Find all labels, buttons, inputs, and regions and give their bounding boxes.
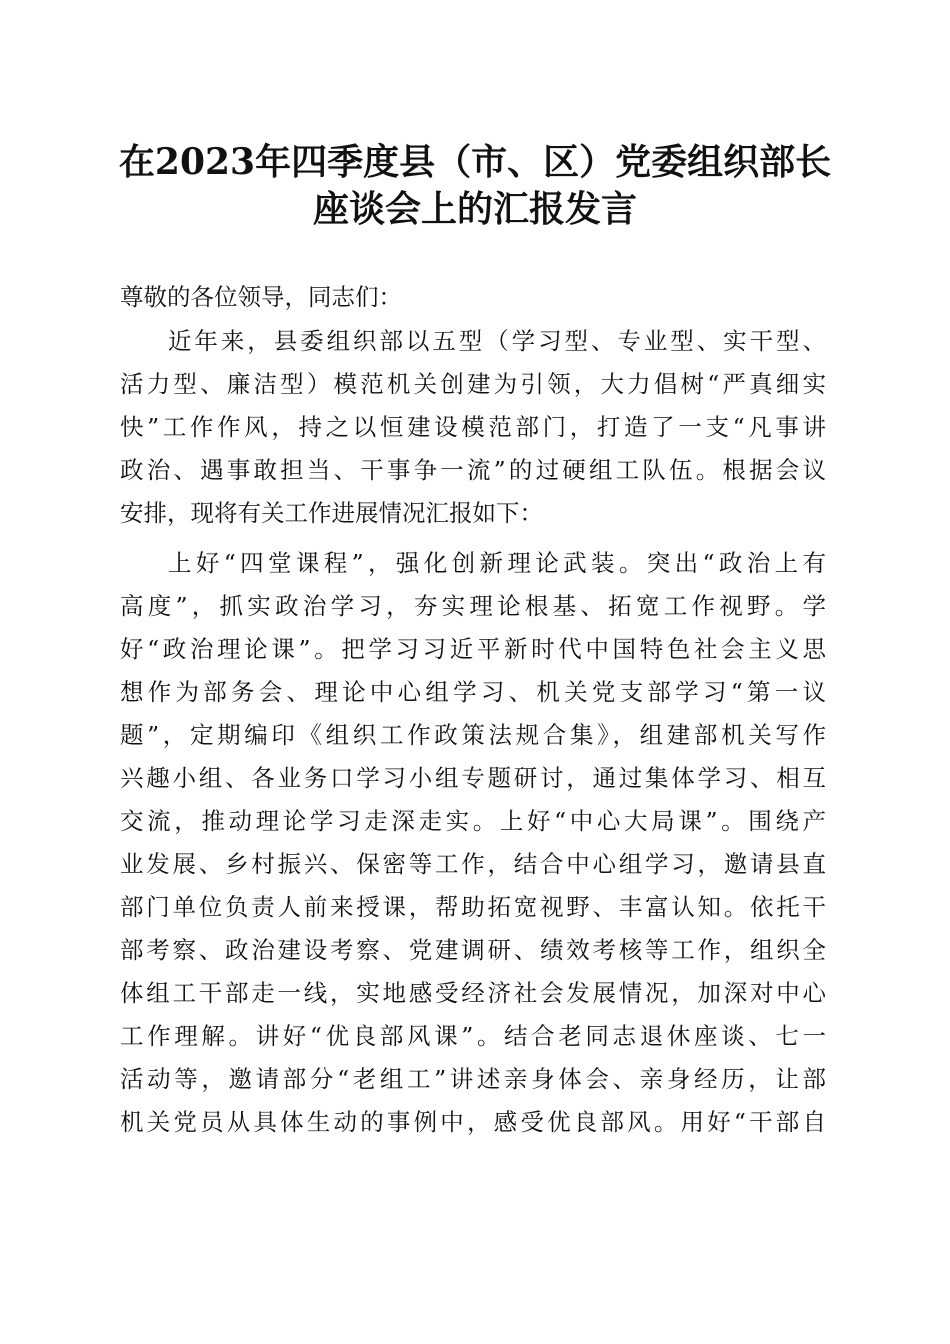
paragraph-1-line: 活力型、廉洁型）模范机关创建为引领，大力倡树“严真细实: [120, 370, 826, 398]
paragraph-2-line: 交流，推动理论学习走深走实。上好“中心大局课”。围绕产: [120, 807, 826, 835]
paragraph-2-line: 部考察、政治建设考察、党建调研、绩效考核等工作，组织全: [120, 936, 826, 964]
paragraph-1-line: 近年来，县委组织部以五型（学习型、专业型、实干型、: [168, 327, 826, 355]
paragraph-2-line: 机关党员从具体生动的事例中，感受优良部风。用好“干部自: [120, 1108, 826, 1136]
salutation: 尊敬的各位领导，同志们：: [120, 283, 402, 311]
paragraph-2-line: 体组工干部走一线，实地感受经济社会发展情况，加深对中心: [120, 979, 826, 1007]
paragraph-2-line: 部门单位负责人前来授课，帮助拓宽视野、丰富认知。依托干: [120, 893, 826, 921]
paragraph-2-line: 想作为部务会、理论中心组学习、机关党支部学习“第一议: [120, 678, 826, 706]
document-title-line-1: 在2023年四季度县（市、区）党委组织部长: [118, 141, 832, 183]
paragraph-2-line: 工作理解。讲好“优良部风课”。结合老同志退休座谈、七一: [120, 1022, 826, 1050]
paragraph-2-line: 上好“四堂课程”，强化创新理论武装。突出“政治上有: [168, 549, 826, 577]
paragraph-2-line: 好“政治理论课”。把学习习近平新时代中国特色社会主义思: [120, 635, 826, 663]
paragraph-2-line: 题”，定期编印《组织工作政策法规合集》，组建部机关写作: [120, 721, 826, 749]
paragraph-2-line: 活动等，邀请部分“老组工”讲述亲身体会、亲身经历，让部: [120, 1065, 826, 1093]
document-title-line-2: 座谈会上的汇报发言: [312, 188, 637, 230]
paragraph-2-line: 兴趣小组、各业务口学习小组专题研讨，通过集体学习、相互: [120, 764, 826, 792]
paragraph-2-line: 高度”，抓实政治学习，夯实理论根基、拓宽工作视野。学: [120, 592, 826, 620]
paragraph-1-line: 快”工作作风，持之以恒建设模范部门，打造了一支“凡事讲: [120, 413, 826, 441]
paragraph-2-line: 业发展、乡村振兴、保密等工作，结合中心组学习，邀请县直: [120, 850, 826, 878]
paragraph-1-line: 安排，现将有关工作进展情况汇报如下：: [120, 499, 543, 527]
paragraph-1-line: 政治、遇事敢担当、干事争一流”的过硬组工队伍。根据会议: [120, 456, 826, 484]
